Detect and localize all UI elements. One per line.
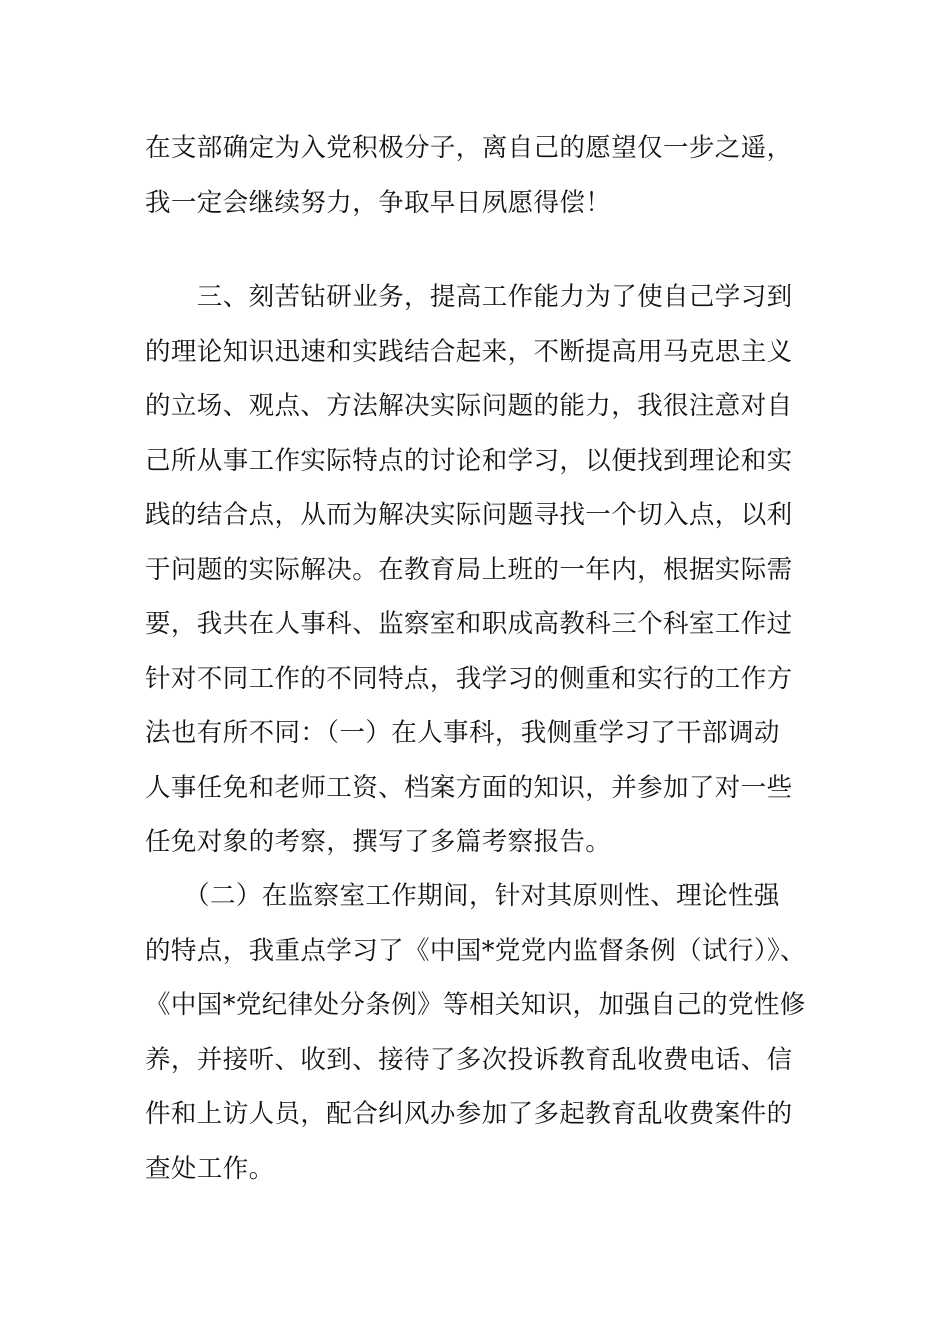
text-line: 《中国*党纪律处分条例》等相关知识，加强自己的党性修 <box>145 990 806 1020</box>
text-line: 件和上访人员，配合纠风办参加了多起教育乱收费案件的 <box>145 1099 793 1129</box>
text-line: 查处工作。 <box>145 1153 275 1184</box>
text-line: 的立场、观点、方法解决实际问题的能力，我很注意对自 <box>145 391 793 421</box>
text-line: 己所从事工作实际特点的讨论和学习，以便找到理论和实 <box>145 445 793 476</box>
text-line: 任免对象的考察，撰写了多篇考察报告。 <box>145 827 612 857</box>
text-line: 于问题的实际解决。在教育局上班的一年内，根据实际需 <box>145 554 793 585</box>
paragraph-2 <box>145 270 793 870</box>
text-line: 法也有所不同：（一）在人事科，我侧重学习了干部调动 <box>145 718 780 748</box>
text-line: 三、刻苦钻研业务，提高工作能力为了使自己学习到 <box>145 282 793 312</box>
text-line: 人事任免和老师工资、档案方面的知识，并参加了对一些 <box>145 772 793 803</box>
text-line: 的特点，我重点学习了《中国*党党内监督条例（试行）》、 <box>145 935 807 966</box>
text-line: 我一定会继续努力，争取早日夙愿得偿！ <box>145 187 612 218</box>
text-line: 的理论知识迅速和实践结合起来，不断提高用马克思主义 <box>145 336 793 367</box>
text-line: 在支部确定为入党积极分子，离自己的愿望仅一步之遥， <box>145 133 793 163</box>
paragraph-1 <box>145 121 793 230</box>
text-line: 养，并接听、收到、接待了多次投诉教育乱收费电话、信 <box>145 1044 793 1075</box>
text-line: 针对不同工作的不同特点，我学习的侧重和实行的工作方 <box>145 663 793 694</box>
text-line: 要，我共在人事科、监察室和职成高教科三个科室工作过 <box>145 609 793 639</box>
text-line: （二）在监察室工作期间，针对其原则性、理论性强 <box>145 881 780 911</box>
text-line: 践的结合点，从而为解决实际问题寻找一个切入点，以利 <box>145 500 793 530</box>
paragraph-3 <box>145 869 806 1196</box>
